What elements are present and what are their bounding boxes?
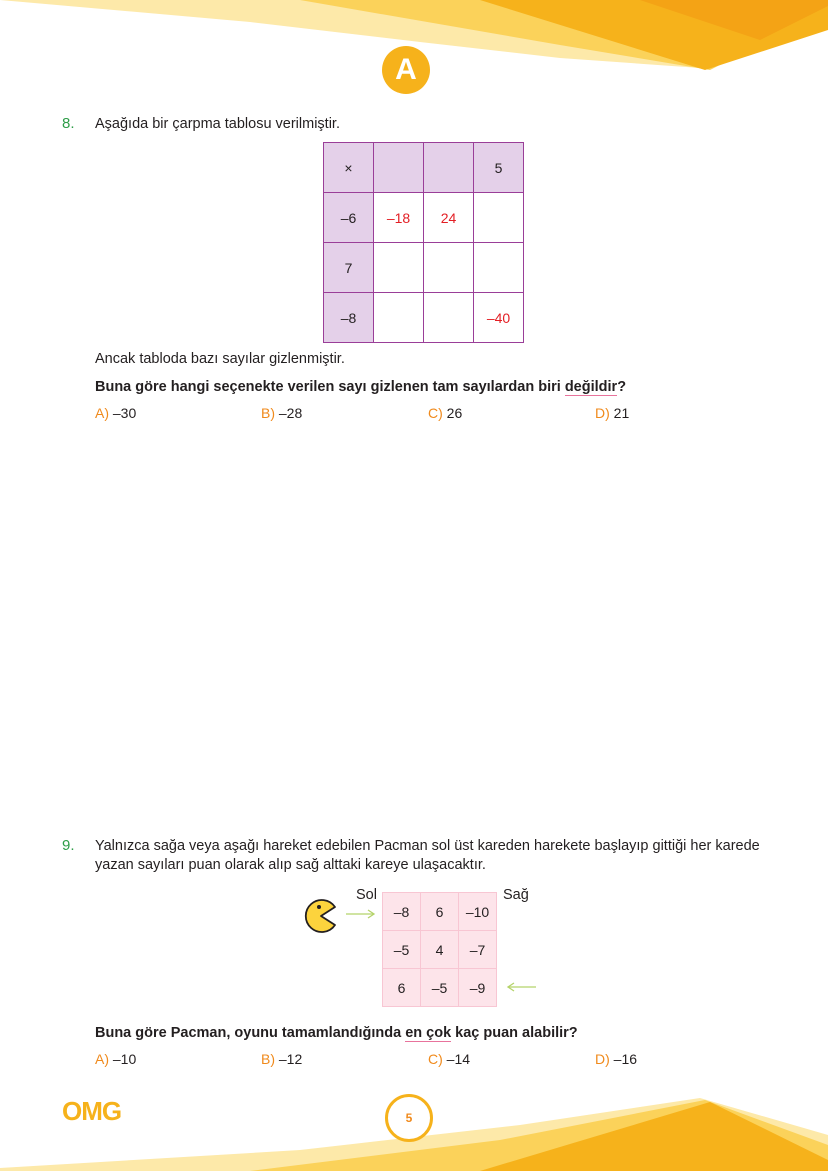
table-cell: 5 <box>474 143 524 193</box>
option-value: –28 <box>278 405 303 421</box>
question-8-stem <box>95 377 626 397</box>
brand-logo: OMG <box>62 1096 122 1126</box>
question-8-option-a[interactable] <box>95 405 136 421</box>
option-value: 26 <box>446 405 463 421</box>
question-8-option-d[interactable] <box>595 405 629 421</box>
question-9-number: 9. <box>62 837 75 854</box>
option-value: –12 <box>278 1051 303 1067</box>
pacman-grid <box>382 892 497 1007</box>
option-letter: D) <box>595 1051 610 1067</box>
grid-cell: –8 <box>383 893 421 931</box>
option-value: –10 <box>112 1051 137 1067</box>
table-cell <box>474 193 524 243</box>
table-cell <box>374 243 424 293</box>
question-9-emphasis: en çok <box>405 1025 452 1041</box>
grid-cell: –5 <box>421 969 459 1007</box>
option-letter: A) <box>95 405 109 421</box>
option-letter: A) <box>95 1051 109 1067</box>
option-letter: C) <box>428 405 443 421</box>
table-cell: –40 <box>474 293 524 343</box>
option-value: –14 <box>446 1051 471 1067</box>
table-cell <box>474 243 524 293</box>
table-cell <box>374 143 424 193</box>
table-cell <box>374 293 424 343</box>
question-9-option-d[interactable] <box>595 1051 637 1067</box>
arrow-right-icon <box>345 908 377 920</box>
question-8-stem-main: Buna göre hangi seçenekte verilen sayı gizlenen tam sayılardan biri <box>95 379 561 395</box>
grid-cell: 6 <box>383 969 421 1007</box>
option-letter: C) <box>428 1051 443 1067</box>
question-9-prompt-line1: Yalnızca sağa veya aşağı hareket edebilen Pacman sol üst kareden harekete başlayıp gittiği her karede <box>95 838 760 854</box>
grid-cell: –5 <box>383 931 421 969</box>
table-cell: × <box>324 143 374 193</box>
question-8-option-c[interactable] <box>428 405 462 421</box>
table-cell <box>424 243 474 293</box>
grid-cell: –10 <box>459 893 497 931</box>
option-letter: B) <box>261 405 275 421</box>
page-number-badge: 5 <box>385 1094 433 1142</box>
table-cell <box>424 143 474 193</box>
question-9-stem-start: Buna göre Pacman, oyunu tamamlandığında <box>95 1025 402 1041</box>
option-value: –30 <box>112 405 137 421</box>
table-cell: –18 <box>374 193 424 243</box>
multiplication-table <box>323 142 524 343</box>
question-8-option-b[interactable] <box>261 405 302 421</box>
option-letter: B) <box>261 1051 275 1067</box>
table-cell: 7 <box>324 243 374 293</box>
table-cell <box>424 293 474 343</box>
question-9-stem <box>95 1023 578 1043</box>
option-value: 21 <box>613 405 630 421</box>
question-8-emphasis: değildir <box>564 379 618 395</box>
pacman-icon <box>302 897 340 935</box>
grid-cell: –9 <box>459 969 497 1007</box>
question-8-prompt: Aşağıda bir çarpma tablosu verilmiştir. <box>95 116 340 132</box>
question-8-stem-end: ? <box>617 379 627 395</box>
table-cell: 24 <box>424 193 474 243</box>
arrow-left-icon <box>505 981 537 993</box>
question-9-stem-end: kaç puan alabilir? <box>455 1025 578 1041</box>
option-value: –16 <box>613 1051 638 1067</box>
question-8-number: 8. <box>62 115 75 132</box>
table-cell: –6 <box>324 193 374 243</box>
grid-cell: 4 <box>421 931 459 969</box>
label-sag: Sağ <box>503 887 529 903</box>
booklet-letter-badge: A <box>382 46 430 94</box>
table-cell: –8 <box>324 293 374 343</box>
grid-cell: 6 <box>421 893 459 931</box>
question-9-option-b[interactable] <box>261 1051 302 1067</box>
label-sol: Sol <box>356 887 377 903</box>
question-9-prompt-line2: yazan sayıları puan olarak alıp sağ alttaki kareye ulaşacaktır. <box>95 857 486 873</box>
option-letter: D) <box>595 405 610 421</box>
grid-cell: –7 <box>459 931 497 969</box>
question-9-option-a[interactable] <box>95 1051 136 1067</box>
question-9-option-c[interactable] <box>428 1051 470 1067</box>
question-8-note: Ancak tabloda bazı sayılar gizlenmiştir. <box>95 351 345 367</box>
